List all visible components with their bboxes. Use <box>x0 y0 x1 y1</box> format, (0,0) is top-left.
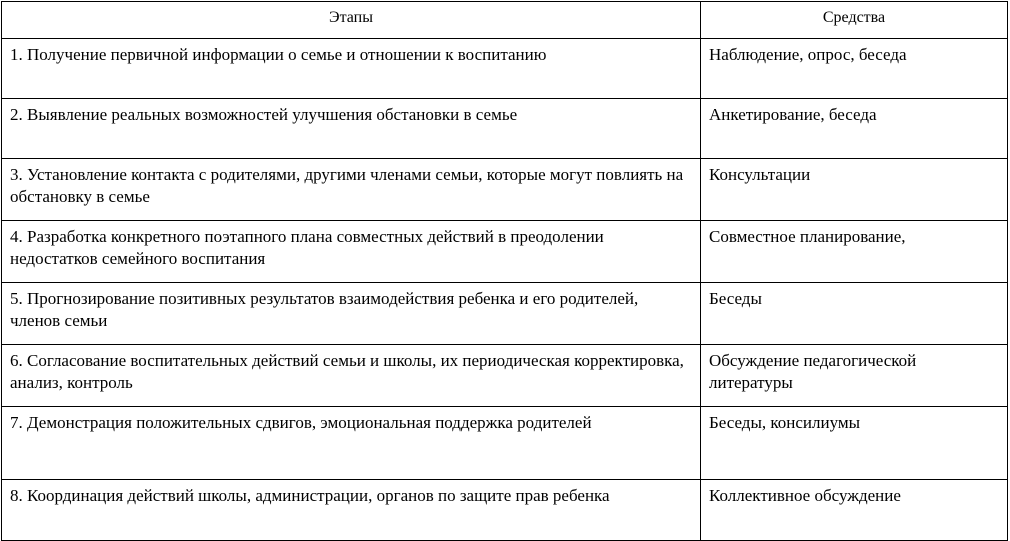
stage-cell: 2. Выявление реальных возможностей улучшения обстановки в семье <box>2 99 701 159</box>
stage-cell: 3. Установление контакта с родителями, другими членами семьи, которые могут повлиять на обстановку в семье <box>2 159 701 221</box>
means-cell: Консультации <box>701 159 1008 221</box>
means-cell: Коллективное обсуждение <box>701 480 1008 541</box>
table-row <box>2 283 1008 345</box>
stage-cell: 6. Согласование воспитательных действий семьи и школы, их периодическая корректировка, анализ, контроль <box>2 345 701 407</box>
stage-cell: 7. Демонстрация положительных сдвигов, эмоциональная поддержка родителей <box>2 407 701 480</box>
table-row <box>2 480 1008 541</box>
stage-cell: 8. Координация действий школы, администрации, органов по защите прав ребенка <box>2 480 701 541</box>
means-cell: Обсуждение педагогической литературы <box>701 345 1008 407</box>
table-row <box>2 407 1008 480</box>
table-row <box>2 99 1008 159</box>
means-cell: Беседы, консилиумы <box>701 407 1008 480</box>
means-cell: Совместное планирование, <box>701 221 1008 283</box>
stages-means-table <box>1 1 1008 541</box>
means-cell: Беседы <box>701 283 1008 345</box>
table-row <box>2 39 1008 99</box>
stage-cell: 5. Прогнозирование позитивных результатов взаимодействия ребенка и его родителей, членов семьи <box>2 283 701 345</box>
table-row <box>2 159 1008 221</box>
header-stages: Этапы <box>2 2 701 39</box>
table-row <box>2 221 1008 283</box>
header-means: Средства <box>701 2 1008 39</box>
stage-cell: 1. Получение первичной информации о семье и отношении к воспитанию <box>2 39 701 99</box>
means-cell: Наблюдение, опрос, беседа <box>701 39 1008 99</box>
stage-cell: 4. Разработка конкретного поэтапного плана совместных действий в преодолении недостатков семейного воспитания <box>2 221 701 283</box>
means-cell: Анкетирование, беседа <box>701 99 1008 159</box>
table-row <box>2 345 1008 407</box>
table-header-row <box>2 2 1008 39</box>
